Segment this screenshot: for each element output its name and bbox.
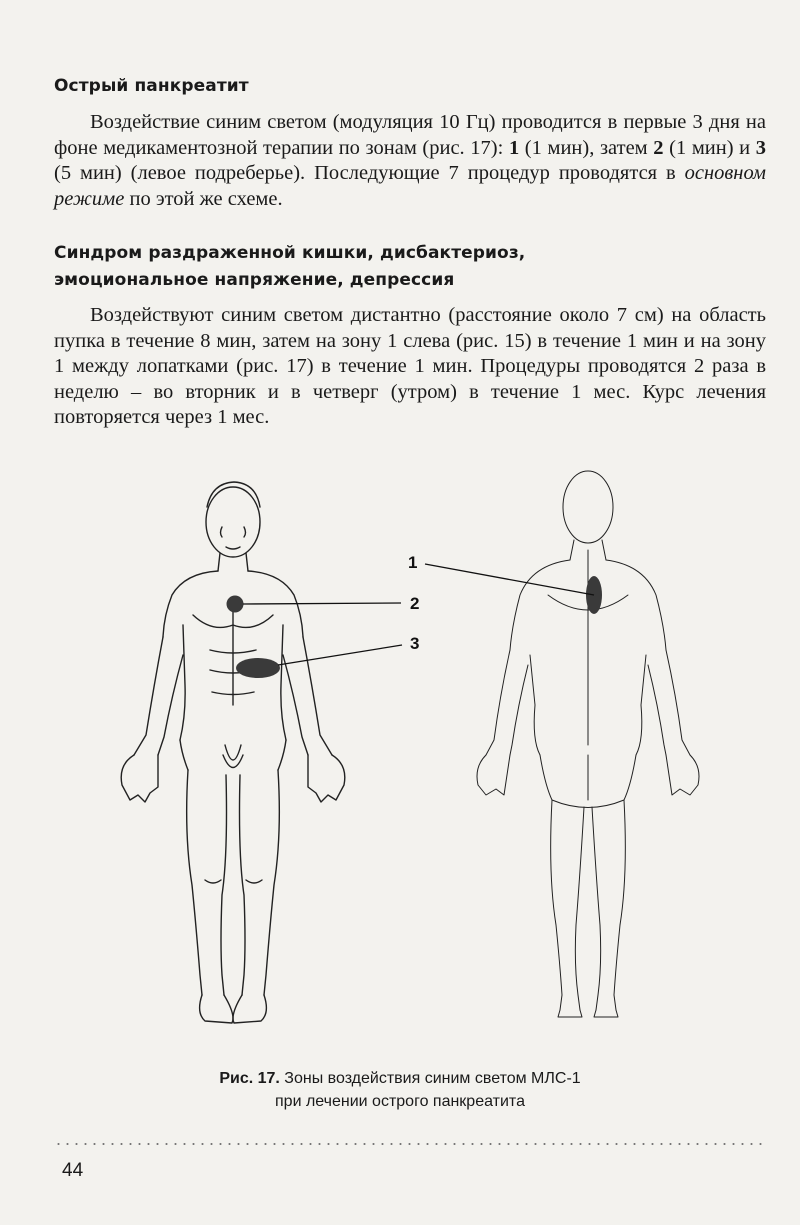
page-number: 44	[62, 1160, 84, 1181]
paragraph-pancreatitis: Воздействие синим светом (модуляция 10 Гц) проводится в первые 3 дня на фоне медикаментозной терапии по зонам (рис. 17): 1 (1 мин), затем 2 (1 мин) и 3 (5 мин) (левое подреберье). Последующие 7 процедур проводятся в основном режиме по этой же схеме.	[54, 111, 767, 210]
label-zone-1: 1	[408, 553, 418, 572]
section-heading-ibs: Синдром раздраженной кишки, дисбактериоз, эмоциональное напряжение, депрессия	[54, 243, 526, 290]
figure-caption: Рис. 17. Зоны воздействия синим светом МЛС-1 при лечении острого панкреатита	[219, 1070, 581, 1110]
leader-line-2	[243, 603, 401, 604]
zone-3-marker	[236, 658, 280, 678]
label-zone-3: 3	[410, 634, 420, 653]
paragraph-ibs: Воздействуют синим светом дистантно (расстояние около 7 см) на область пупка в течение 8 мин, затем на зону 1 слева (рис. 15) в течение 1 мин и на зону 1 между лопатками (рис. 17) в течение 1 мин. Процедуры проводятся 2 раза в неделю – во вторник и в четверг (утром) в течение 1 мес. Курс лечения повторяется через 1 мес.	[54, 304, 766, 428]
leader-line-3	[278, 645, 402, 665]
front-body-outline	[121, 482, 345, 1023]
footer-dotted-rule	[54, 1143, 766, 1145]
label-zone-2: 2	[410, 594, 420, 613]
back-body-outline	[477, 471, 699, 1017]
body-zones-figure	[0, 455, 800, 1055]
leader-line-1	[425, 564, 594, 595]
section-heading-pancreatitis: Острый панкреатит	[54, 76, 249, 96]
zone-2-marker	[227, 596, 244, 613]
